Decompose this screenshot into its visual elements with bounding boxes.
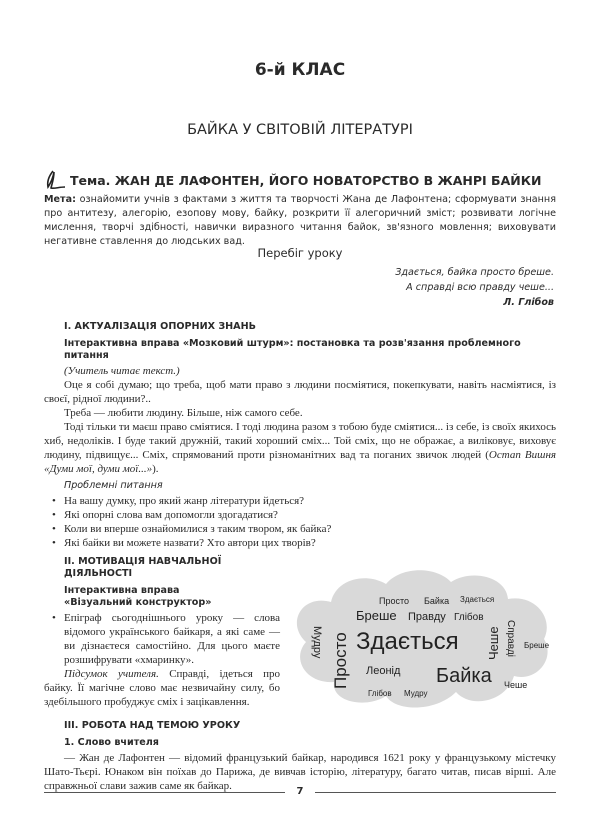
lesson-goal [44, 193, 556, 249]
paragraph [44, 420, 556, 476]
epigraph-line: А справді всю правду чеше... [406, 282, 554, 293]
section-3 [44, 720, 556, 793]
summary-label: Підсумок учителя. [64, 668, 159, 680]
quote-source: Остап Вишня «Думи мої, думи мої...» [44, 449, 557, 475]
paragraph-text: Тоді тільки ти маєш право сміятися. І тоді людина разом з тобою буде сміятися... із себе, із своїх якихось хиб, недоліків. І буде такий дружній, такий хороший сміх... Той сміх, що не ображає, а виліковує, виховує людину, підвищує... Сміх, спрямований проти різноманітних вад та поганих звичок людей ( [44, 421, 556, 461]
cloud-word: Глібов [454, 612, 484, 623]
paragraph: Оце я собі думаю; що треба, щоб мати право з людини посміятися, покепкувати, навіть насміятися, із своєї, рідної людини?.. [44, 379, 556, 405]
questions-label: Проблемні питання [64, 480, 163, 491]
section-2 [44, 556, 556, 714]
cloud-word: Чеше [504, 680, 528, 690]
exercise-title: Інтерактивна вправа «Візуальний конструктор» [64, 585, 212, 608]
cloud-word: Здається [460, 595, 495, 604]
exercise-title: Інтерактивна вправа «Мозковий штурм»: постановка та розв'язання проблемного питання [64, 338, 521, 361]
cloud-word: Мудру [404, 689, 428, 698]
paragraph: Треба — любити людину. Більше, ніж самого себе. [64, 407, 303, 419]
epigraph-line: Здається, байка просто бреше. [395, 267, 554, 278]
questions-list [48, 494, 556, 550]
subsection-title: 1. Слово вчителя [64, 737, 159, 748]
page-number: 7 [285, 785, 315, 799]
section-1 [44, 321, 556, 550]
list-item: • На вашу думку, про який жанр літератури йдеться? [48, 494, 556, 508]
section-2-heading: II. МОТИВАЦІЯ НАВЧАЛЬНОЇ ДІЯЛЬНОСТІ [64, 556, 222, 579]
summary-text: Справді, ідеться про байку. Її магічне слово має незвичайну силу, бо здебільшого пробуджує сміх і зацікавлення. [44, 668, 280, 708]
goal-label: Мета: [44, 194, 76, 205]
section-title: БАЙКА У СВІТОВІЙ ЛІТЕРАТУРІ [187, 122, 413, 138]
paragraph: — Жан де Лафонтен — відомий французький байкар, народився 1621 року у французькому містечку Шато-Тьєрі. Юнаком він поїхав до Парижа, де вивчав історію, літературу, багато читав, писав вірші. Але справжньої слави зажив саме як байкар. [44, 752, 556, 792]
section-1-heading: I. АКТУАЛІЗАЦІЯ ОПОРНИХ ЗНАНЬ [64, 321, 256, 332]
theme-text: Тема. ЖАН ДЕ ЛАФОНТЕН, ЙОГО НОВАТОРСТВО В ЖАНРІ БАЙКИ [70, 172, 542, 188]
cloud-word: Бреше [524, 641, 550, 650]
cloud-word: Здається [356, 628, 459, 655]
lesson-body [44, 321, 556, 793]
cloud-word: Просто [331, 632, 350, 689]
cloud-word: Правду [408, 611, 446, 623]
cloud-word: Глібов [368, 689, 392, 698]
cloud-word: Леонід [366, 665, 401, 677]
list-item: • Епіграф сьогоднішнього уроку — слова відомого українського байкаря, а які саме — ви дізнаєтеся самостійно. Для цього маєте розшифрувати «хмаринку». [48, 611, 280, 667]
cloud-word: Байка [436, 665, 492, 687]
cloud-word: Байка [424, 596, 450, 606]
list-item: • Які байки ви можете назвати? Хто автори цих творів? [48, 536, 556, 550]
cloud-word: Просто [379, 596, 410, 606]
epigraph-author: Л. Глібов [503, 297, 554, 308]
bullet-list [48, 611, 280, 667]
word-cloud-image [286, 564, 556, 714]
goal-text: ознайомити учнів з фактами з життя та творчості Жана де Лафонтена; сформувати знання про антитезу, алегорію, езопову мову, байку, розкрити її алегоричний зміст; розвивати логічне мислення, творчі здібності, навички виразного читання байок, зв'язного мовлення; виховувати негативне ставлення до людських вад. [44, 194, 556, 247]
cloud-word: Мудру [311, 626, 323, 659]
paragraph-end: ). [152, 463, 159, 475]
cloud-word: Бреше [356, 608, 397, 623]
teacher-note: (Учитель читає текст.) [64, 365, 180, 377]
list-item: • Коли ви вперше ознайомилися з таким твором, як байка? [48, 522, 556, 536]
section-2-text [44, 556, 280, 709]
teacher-summary [44, 667, 280, 709]
section-3-heading: III. РОБОТА НАД ТЕМОЮ УРОКУ [64, 720, 241, 731]
cloud-word: Чеше [486, 626, 501, 660]
pen-icon [44, 170, 66, 190]
class-title: 6-й КЛАС [254, 60, 346, 80]
cloud-word: Справді [505, 620, 516, 658]
course-heading: Перебіг уроку [257, 246, 343, 260]
lesson-theme [44, 170, 564, 190]
epigraph [395, 265, 554, 310]
list-item: • Які опорні слова вам допомогли здогадатися? [48, 508, 556, 522]
